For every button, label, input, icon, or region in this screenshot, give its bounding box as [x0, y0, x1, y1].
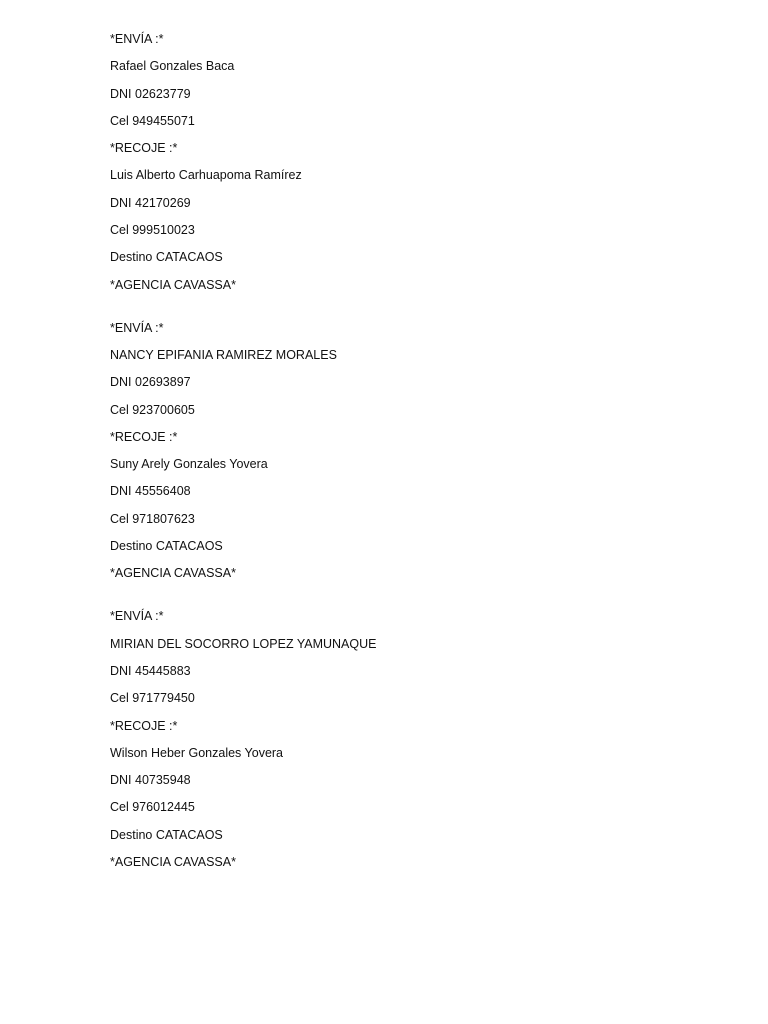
sender-heading: *ENVÍA :*: [110, 609, 164, 624]
receiver-cel: Cel 999510023: [110, 223, 195, 238]
sender-dni: DNI 02693897: [110, 375, 191, 390]
receiver-dni: DNI 40735948: [110, 773, 191, 788]
shipment-block: [110, 31, 710, 293]
receiver-dni: DNI 45556408: [110, 484, 191, 499]
sender-heading: *ENVÍA :*: [110, 32, 164, 46]
document-body: [110, 31, 710, 881]
destination: Destino CATACAOS: [110, 827, 223, 842]
receiver-name: Wilson Heber Gonzales Yovera: [110, 745, 284, 760]
receiver-cel: Cel 976012445: [110, 800, 195, 815]
sender-cel: Cel 923700605: [110, 402, 195, 417]
sender-heading: *ENVÍA :*: [110, 320, 164, 335]
sender-name: MIRIAN DEL SOCORRO LOPEZ YAMUNAQUE: [110, 636, 377, 651]
sender-cel: Cel 971779450: [110, 691, 195, 706]
receiver-cel: Cel 971807623: [110, 511, 195, 526]
receiver-heading: *RECOJE :*: [110, 718, 178, 733]
destination: Destino CATACAOS: [110, 250, 223, 265]
receiver-name: Luis Alberto Carhuapoma Ramírez: [110, 168, 302, 183]
sender-cel: Cel 949455071: [110, 113, 195, 128]
receiver-dni: DNI 42170269: [110, 195, 191, 210]
sender-name: Rafael Gonzales Baca: [110, 59, 235, 74]
shipment-block: [110, 320, 710, 582]
shipment-block: [110, 608, 710, 870]
sender-dni: DNI 45445883: [110, 663, 191, 678]
receiver-heading: *RECOJE :*: [110, 429, 178, 444]
receiver-heading: *RECOJE :*: [110, 141, 178, 156]
agency: *AGENCIA CAVASSA*: [110, 277, 236, 292]
agency: *AGENCIA CAVASSA*: [110, 855, 236, 870]
sender-dni: DNI 02623779: [110, 86, 191, 101]
sender-name: NANCY EPIFANIA RAMIREZ MORALES: [110, 347, 337, 362]
destination: Destino CATACAOS: [110, 539, 223, 554]
receiver-name: Suny Arely Gonzales Yovera: [110, 457, 268, 472]
agency: *AGENCIA CAVASSA*: [110, 566, 236, 581]
